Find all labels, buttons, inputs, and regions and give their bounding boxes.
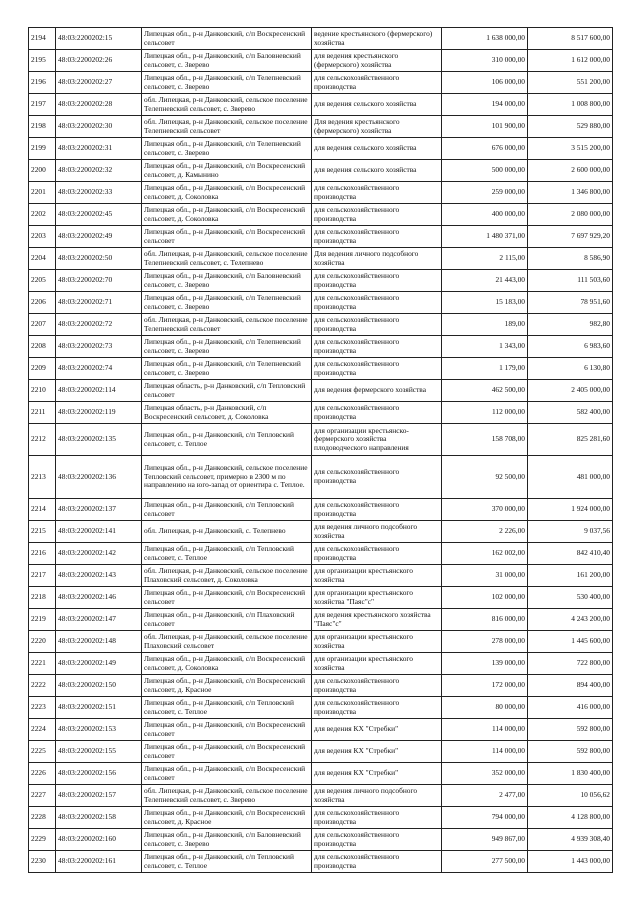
cost-per-unit-cell: 278 000,00 — [442, 631, 528, 653]
cost-per-unit-cell: 500 000,00 — [442, 160, 528, 182]
address-cell: Липецкая обл., р-н Данковский, с/п Воскресенский сельсовет, д. Соколовка — [142, 182, 312, 204]
cadastral-value-cell: 111 503,60 — [528, 270, 613, 292]
cadastral-number: 48:03:2200202:49 — [56, 226, 142, 248]
cadastral-number: 48:03:2200202:30 — [56, 116, 142, 138]
land-use-cell: для организации крестьянского хозяйства "Паяс"с" — [312, 587, 442, 609]
cadastral-value-cell: 78 951,60 — [528, 292, 613, 314]
land-use-cell: для сельскохозяйственного производства — [312, 829, 442, 851]
table-row — [29, 380, 613, 402]
land-use-cell: для сельскохозяйственного производства — [312, 402, 442, 424]
cadastral-value-cell: 551 200,00 — [528, 72, 613, 94]
address-cell: Липецкая обл., р-н Данковский, с/п Воскресенский сельсовет, д. Соколовка — [142, 653, 312, 675]
table-row — [29, 675, 613, 697]
cost-per-unit-cell: 172 000,00 — [442, 675, 528, 697]
table-row — [29, 763, 613, 785]
cadastral-value-cell: 1 612 000,00 — [528, 50, 613, 72]
land-use-cell: для сельскохозяйственного производства — [312, 314, 442, 336]
cadastral-value-cell: 4 939 308,40 — [528, 829, 613, 851]
land-use-cell: для организации крестьянско-фермерского хозяйства плодоводческого направления — [312, 424, 442, 456]
land-use-cell: Для ведения личного подсобного хозяйства — [312, 248, 442, 270]
table-row — [29, 292, 613, 314]
cadastral-value-cell: 1 924 000,00 — [528, 499, 613, 521]
land-use-cell: для ведения крестьянского хозяйства "Паяс"с" — [312, 609, 442, 631]
address-cell: Липецкая обл., р-н Данковский, с/п Телепневский сельсовет, с. Зверево — [142, 292, 312, 314]
row-number: 2199 — [29, 138, 56, 160]
cadastral-number: 48:03:2200202:142 — [56, 543, 142, 565]
land-use-cell: для сельскохозяйственного производства — [312, 543, 442, 565]
land-use-cell: для сельскохозяйственного производства — [312, 851, 442, 873]
cost-per-unit-cell: 2 477,00 — [442, 785, 528, 807]
cadastral-value-cell: 529 880,00 — [528, 116, 613, 138]
cost-per-unit-cell: 2 226,00 — [442, 521, 528, 543]
cadastral-number: 48:03:2200202:150 — [56, 675, 142, 697]
table-row — [29, 248, 613, 270]
address-cell: Липецкая обл., р-н Данковский, с/п Баловневский сельсовет, с. Зверево — [142, 829, 312, 851]
cadastral-number: 48:03:2200202:137 — [56, 499, 142, 521]
cost-per-unit-cell: 277 500,00 — [442, 851, 528, 873]
cadastral-number: 48:03:2200202:15 — [56, 28, 142, 50]
cadastral-value-cell: 1 008 800,00 — [528, 94, 613, 116]
cadastral-value-cell: 825 281,60 — [528, 424, 613, 456]
cost-per-unit-cell: 462 500,00 — [442, 380, 528, 402]
cadastral-value-cell: 2 405 000,00 — [528, 380, 613, 402]
address-cell: обл. Липецкая, р-н Данковский, сельское поселение Телепневский сельсовет, с. Зверево — [142, 785, 312, 807]
cost-per-unit-cell: 2 115,00 — [442, 248, 528, 270]
table-row — [29, 499, 613, 521]
cadastral-value-cell: 722 800,00 — [528, 653, 613, 675]
row-number: 2215 — [29, 521, 56, 543]
cadastral-value-cell: 4 128 800,00 — [528, 807, 613, 829]
cost-per-unit-cell: 106 000,00 — [442, 72, 528, 94]
row-number: 2223 — [29, 697, 56, 719]
row-number: 2211 — [29, 402, 56, 424]
land-use-cell: для сельскохозяйственного производства — [312, 226, 442, 248]
row-number: 2214 — [29, 499, 56, 521]
table-row — [29, 270, 613, 292]
table-row — [29, 116, 613, 138]
table-row — [29, 829, 613, 851]
cost-per-unit-cell: 101 900,00 — [442, 116, 528, 138]
cadastral-number: 48:03:2200202:148 — [56, 631, 142, 653]
cost-per-unit-cell: 1 343,00 — [442, 336, 528, 358]
row-number: 2229 — [29, 829, 56, 851]
cadastral-value-cell: 10 056,62 — [528, 785, 613, 807]
row-number: 2194 — [29, 28, 56, 50]
land-use-cell: для ведения сельского хозяйства — [312, 94, 442, 116]
address-cell: Липецкая обл., р-н Данковский, с/п Плаховский сельсовет — [142, 609, 312, 631]
address-cell: Липецкая обл., р-н Данковский, сельское поселение Тепловский сельсовет, примерно в 2300 м по направлению на юго-запад от ориентира с. Теплое. — [142, 456, 312, 499]
cost-per-unit-cell: 114 000,00 — [442, 741, 528, 763]
row-number: 2209 — [29, 358, 56, 380]
row-number: 2227 — [29, 785, 56, 807]
table-row — [29, 741, 613, 763]
address-cell: обл. Липецкая, р-н Данковский, сельское поселение Телепневский сельсовет — [142, 314, 312, 336]
cost-per-unit-cell: 102 000,00 — [442, 587, 528, 609]
address-cell: Липецкая обл., р-н Данковский, с/п Воскресенский сельсовет — [142, 28, 312, 50]
cadastral-number: 48:03:2200202:114 — [56, 380, 142, 402]
land-use-cell: для ведения сельского хозяйства — [312, 160, 442, 182]
row-number: 2208 — [29, 336, 56, 358]
address-cell: обл. Липецкая, р-н Данковский, с. Телепнево — [142, 521, 312, 543]
land-use-cell: для ведения сельского хозяйства — [312, 138, 442, 160]
land-use-cell: Для ведения крестьянского (фермерского) хозяйства — [312, 116, 442, 138]
land-use-cell: для сельскохозяйственного производства — [312, 182, 442, 204]
land-use-cell: для сельскохозяйственного производства — [312, 72, 442, 94]
table-row — [29, 521, 613, 543]
cadastral-number: 48:03:2200202:135 — [56, 424, 142, 456]
table-row — [29, 719, 613, 741]
address-cell: Липецкая обл., р-н Данковский, с/п Воскресенский сельсовет — [142, 587, 312, 609]
table-row — [29, 631, 613, 653]
table-row — [29, 28, 613, 50]
cadastral-number: 48:03:2200202:45 — [56, 204, 142, 226]
address-cell: Липецкая обл., р-н Данковский, с/п Баловневский сельсовет, с. Зверево — [142, 50, 312, 72]
cadastral-value-cell: 416 000,00 — [528, 697, 613, 719]
cadastral-value-cell: 894 400,00 — [528, 675, 613, 697]
cost-per-unit-cell: 949 867,00 — [442, 829, 528, 851]
table-row — [29, 456, 613, 499]
cost-per-unit-cell: 158 708,00 — [442, 424, 528, 456]
cost-per-unit-cell: 259 000,00 — [442, 182, 528, 204]
table-row — [29, 314, 613, 336]
cadastral-number: 48:03:2200202:71 — [56, 292, 142, 314]
cost-per-unit-cell: 189,00 — [442, 314, 528, 336]
row-number: 2206 — [29, 292, 56, 314]
cadastral-value-cell: 582 400,00 — [528, 402, 613, 424]
cadastral-number: 48:03:2200202:147 — [56, 609, 142, 631]
land-use-cell: для сельскохозяйственного производства — [312, 358, 442, 380]
cadastral-value-cell: 8 517 600,00 — [528, 28, 613, 50]
land-use-cell: для ведения КХ "Стребки" — [312, 719, 442, 741]
row-number: 2230 — [29, 851, 56, 873]
table-row — [29, 160, 613, 182]
address-cell: Липецкая обл., р-н Данковский, с/п Воскресенский сельсовет — [142, 741, 312, 763]
address-cell: Липецкая обл., р-н Данковский, с/п Тепловский сельсовет, с. Теплое — [142, 424, 312, 456]
land-use-cell: для сельскохозяйственного производства — [312, 456, 442, 499]
table-row — [29, 609, 613, 631]
cost-per-unit-cell: 676 000,00 — [442, 138, 528, 160]
cost-per-unit-cell: 112 000,00 — [442, 402, 528, 424]
cadastral-number: 48:03:2200202:70 — [56, 270, 142, 292]
land-use-cell: для организации крестьянского хозяйства — [312, 631, 442, 653]
land-use-cell: для ведения фермерского хозяйства — [312, 380, 442, 402]
table-row — [29, 851, 613, 873]
cost-per-unit-cell: 194 000,00 — [442, 94, 528, 116]
row-number: 2207 — [29, 314, 56, 336]
table-row — [29, 424, 613, 456]
cost-per-unit-cell: 1 638 000,00 — [442, 28, 528, 50]
row-number: 2202 — [29, 204, 56, 226]
cost-per-unit-cell: 816 000,00 — [442, 609, 528, 631]
cadastral-number: 48:03:2200202:73 — [56, 336, 142, 358]
table-row — [29, 543, 613, 565]
land-use-cell: для организации крестьянского хозяйства — [312, 653, 442, 675]
cost-per-unit-cell: 162 002,00 — [442, 543, 528, 565]
cost-per-unit-cell: 794 000,00 — [442, 807, 528, 829]
cadastral-value-cell: 842 410,40 — [528, 543, 613, 565]
table-row — [29, 697, 613, 719]
address-cell: Липецкая обл., р-н Данковский, с/п Тепловский сельсовет — [142, 499, 312, 521]
cadastral-number: 48:03:2200202:153 — [56, 719, 142, 741]
row-number: 2203 — [29, 226, 56, 248]
row-number: 2221 — [29, 653, 56, 675]
address-cell: Липецкая обл., р-н Данковский, с/п Воскресенский сельсовет, д. Камынино — [142, 160, 312, 182]
table-row — [29, 653, 613, 675]
cadastral-value-cell: 8 586,90 — [528, 248, 613, 270]
cadastral-number: 48:03:2200202:28 — [56, 94, 142, 116]
row-number: 2196 — [29, 72, 56, 94]
cadastral-number: 48:03:2200202:50 — [56, 248, 142, 270]
row-number: 2226 — [29, 763, 56, 785]
row-number: 2200 — [29, 160, 56, 182]
address-cell: Липецкая область, р-н Данковский, с/п Воскресенский сельсовет, д. Соколовка — [142, 402, 312, 424]
land-use-cell: для организации крестьянского хозяйства — [312, 565, 442, 587]
table-row — [29, 358, 613, 380]
row-number: 2220 — [29, 631, 56, 653]
row-number: 2213 — [29, 456, 56, 499]
address-cell: Липецкая обл., р-н Данковский, с/п Воскресенский сельсовет — [142, 763, 312, 785]
cadastral-value-cell: 6 130,80 — [528, 358, 613, 380]
table-row — [29, 587, 613, 609]
cost-per-unit-cell: 310 000,00 — [442, 50, 528, 72]
cadastral-value-cell: 6 983,60 — [528, 336, 613, 358]
table-row — [29, 402, 613, 424]
address-cell: Липецкая обл., р-н Данковский, с/п Телепневский сельсовет, с. Зверево — [142, 72, 312, 94]
cadastral-number: 48:03:2200202:149 — [56, 653, 142, 675]
address-cell: Липецкая обл., р-н Данковский, с/п Воскресенский сельсовет, д. Красное — [142, 807, 312, 829]
address-cell: обл. Липецкая, р-н Данковский, сельское поселение Телепневский сельсовет, с. Зверево — [142, 94, 312, 116]
cost-per-unit-cell: 1 179,00 — [442, 358, 528, 380]
address-cell: Липецкая обл., р-н Данковский, с/п Воскресенский сельсовет — [142, 226, 312, 248]
cadastral-number: 48:03:2200202:32 — [56, 160, 142, 182]
cadastral-value-cell: 9 037,56 — [528, 521, 613, 543]
row-number: 2198 — [29, 116, 56, 138]
table-row — [29, 50, 613, 72]
address-cell: Липецкая обл., р-н Данковский, с/п Баловневский сельсовет, с. Зверево — [142, 270, 312, 292]
address-cell: Липецкая область, р-н Данковский, с/п Тепловский сельсовет — [142, 380, 312, 402]
row-number: 2222 — [29, 675, 56, 697]
cadastral-number: 48:03:2200202:157 — [56, 785, 142, 807]
cadastral-value-cell: 530 400,00 — [528, 587, 613, 609]
cadastral-number: 48:03:2200202:26 — [56, 50, 142, 72]
row-number: 2219 — [29, 609, 56, 631]
address-cell: Липецкая обл., р-н Данковский, с/п Воскресенский сельсовет — [142, 719, 312, 741]
address-cell: Липецкая обл., р-н Данковский, с/п Телепневский сельсовет, с. Зверево — [142, 336, 312, 358]
cadastral-value-cell: 982,80 — [528, 314, 613, 336]
address-cell: Липецкая обл., р-н Данковский, с/п Телепневский сельсовет, с. Зверево — [142, 358, 312, 380]
cadastral-value-cell: 592 800,00 — [528, 741, 613, 763]
row-number: 2197 — [29, 94, 56, 116]
cost-per-unit-cell: 21 443,00 — [442, 270, 528, 292]
land-use-cell: для ведения КХ "Стребки" — [312, 741, 442, 763]
table-row — [29, 138, 613, 160]
land-use-cell: для ведения КХ "Стребки" — [312, 763, 442, 785]
address-cell: Липецкая обл., р-н Данковский, с/п Воскресенский сельсовет, д. Красное — [142, 675, 312, 697]
address-cell: обл. Липецкая, р-н Данковский, сельское поселение Телепневский сельсовет, с. Телепнево — [142, 248, 312, 270]
row-number: 2224 — [29, 719, 56, 741]
cadastral-number: 48:03:2200202:72 — [56, 314, 142, 336]
table-row — [29, 807, 613, 829]
address-cell: обл. Липецкая, р-н Данковский, сельское поселение Телепневский сельсовет — [142, 116, 312, 138]
land-use-cell: для сельскохозяйственного производства — [312, 675, 442, 697]
table-row — [29, 565, 613, 587]
table-row — [29, 182, 613, 204]
land-use-cell: для сельскохозяйственного производства — [312, 292, 442, 314]
address-cell: Липецкая обл., р-н Данковский, с/п Тепловский сельсовет, с. Теплое — [142, 851, 312, 873]
land-use-cell: для сельскохозяйственного производства — [312, 807, 442, 829]
cost-per-unit-cell: 352 000,00 — [442, 763, 528, 785]
cadastral-number: 48:03:2200202:143 — [56, 565, 142, 587]
cadastral-value-cell: 1 346 800,00 — [528, 182, 613, 204]
table-row — [29, 785, 613, 807]
cadastral-number: 48:03:2200202:161 — [56, 851, 142, 873]
table-row — [29, 72, 613, 94]
row-number: 2195 — [29, 50, 56, 72]
cadastral-number: 48:03:2200202:151 — [56, 697, 142, 719]
land-use-cell: ведение крестьянского (фермерского) хозяйства — [312, 28, 442, 50]
row-number: 2205 — [29, 270, 56, 292]
cadastral-value-cell: 7 697 929,20 — [528, 226, 613, 248]
land-use-cell: для ведения личного подсобного хозяйства — [312, 521, 442, 543]
cadastral-number: 48:03:2200202:158 — [56, 807, 142, 829]
table-body — [29, 28, 613, 873]
cadastral-number: 48:03:2200202:119 — [56, 402, 142, 424]
cadastral-number: 48:03:2200202:160 — [56, 829, 142, 851]
row-number: 2225 — [29, 741, 56, 763]
land-use-cell: для сельскохозяйственного производства — [312, 204, 442, 226]
cadastral-value-cell: 2 080 000,00 — [528, 204, 613, 226]
table-row — [29, 94, 613, 116]
cadastral-value-cell: 592 800,00 — [528, 719, 613, 741]
cadastral-number: 48:03:2200202:33 — [56, 182, 142, 204]
cost-per-unit-cell: 114 000,00 — [442, 719, 528, 741]
table-row — [29, 226, 613, 248]
row-number: 2210 — [29, 380, 56, 402]
address-cell: Липецкая обл., р-н Данковский, с/п Тепловский сельсовет, с. Теплое — [142, 543, 312, 565]
cadastral-value-cell: 161 200,00 — [528, 565, 613, 587]
cost-per-unit-cell: 400 000,00 — [442, 204, 528, 226]
cadastral-number: 48:03:2200202:155 — [56, 741, 142, 763]
cost-per-unit-cell: 80 000,00 — [442, 697, 528, 719]
cadastral-number: 48:03:2200202:156 — [56, 763, 142, 785]
cadastral-value-cell: 1 445 600,00 — [528, 631, 613, 653]
cadastral-value-cell: 1 830 400,00 — [528, 763, 613, 785]
cadastral-value-cell: 2 600 000,00 — [528, 160, 613, 182]
cost-per-unit-cell: 370 000,00 — [442, 499, 528, 521]
cadastral-number: 48:03:2200202:146 — [56, 587, 142, 609]
land-use-cell: для сельскохозяйственного производства — [312, 697, 442, 719]
cost-per-unit-cell: 1 480 371,00 — [442, 226, 528, 248]
address-cell: Липецкая обл., р-н Данковский, с/п Телепневский сельсовет, с. Зверево — [142, 138, 312, 160]
row-number: 2201 — [29, 182, 56, 204]
land-use-cell: для сельскохозяйственного производства — [312, 499, 442, 521]
row-number: 2216 — [29, 543, 56, 565]
cadastral-value-cell: 4 243 200,00 — [528, 609, 613, 631]
row-number: 2218 — [29, 587, 56, 609]
row-number: 2228 — [29, 807, 56, 829]
land-use-cell: для ведения крестьянского (фермерского) хозяйства — [312, 50, 442, 72]
cadastral-value-cell: 481 000,00 — [528, 456, 613, 499]
cadastral-value-cell: 1 443 000,00 — [528, 851, 613, 873]
land-use-cell: для сельскохозяйственного производства — [312, 270, 442, 292]
table-row — [29, 336, 613, 358]
cost-per-unit-cell: 15 183,00 — [442, 292, 528, 314]
cadastral-value-cell: 3 515 200,00 — [528, 138, 613, 160]
cadastral-number: 48:03:2200202:31 — [56, 138, 142, 160]
cadastral-number: 48:03:2200202:27 — [56, 72, 142, 94]
row-number: 2217 — [29, 565, 56, 587]
land-register-table — [28, 27, 613, 873]
address-cell: Липецкая обл., р-н Данковский, с/п Тепловский сельсовет, с. Теплое — [142, 697, 312, 719]
cost-per-unit-cell: 92 500,00 — [442, 456, 528, 499]
row-number: 2204 — [29, 248, 56, 270]
land-use-cell: для сельскохозяйственного производства — [312, 336, 442, 358]
cadastral-number: 48:03:2200202:136 — [56, 456, 142, 499]
table-row — [29, 204, 613, 226]
address-cell: обл. Липецкая, р-н Данковский, сельское поселение Плаховский сельсовет — [142, 631, 312, 653]
address-cell: обл. Липецкая, р-н Данковский, сельское поселение Плаховский сельсовет, д. Соколовка — [142, 565, 312, 587]
cadastral-number: 48:03:2200202:74 — [56, 358, 142, 380]
cadastral-number: 48:03:2200202:141 — [56, 521, 142, 543]
address-cell: Липецкая обл., р-н Данковский, с/п Воскресенский сельсовет, д. Соколовка — [142, 204, 312, 226]
land-use-cell: для ведения личного подсобного хозяйства — [312, 785, 442, 807]
row-number: 2212 — [29, 424, 56, 456]
cost-per-unit-cell: 139 000,00 — [442, 653, 528, 675]
cost-per-unit-cell: 31 000,00 — [442, 565, 528, 587]
